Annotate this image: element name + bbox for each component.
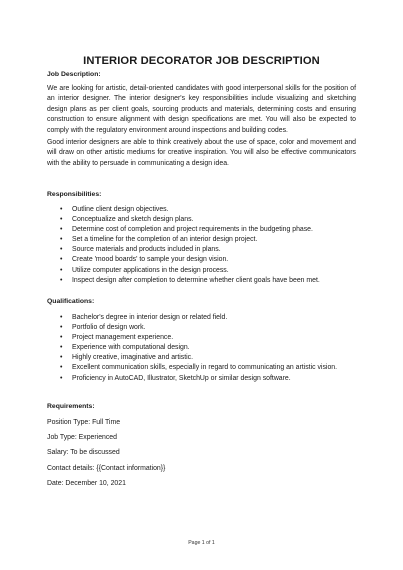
bullet-icon: • [60, 334, 63, 342]
bullet-icon: • [60, 236, 63, 244]
salary: Salary: To be discussed [47, 449, 120, 456]
job-description-heading: Job Description: [47, 71, 101, 78]
job-description-paragraph-2: Good interior designers are able to think creatively about the use of space, color and movement and will draw on other artistic mediums for creative inspiration. You will also be effective communicators with the ability to persuade in communicating a design idea. [47, 139, 356, 167]
list-item: • Source materials and products included in plans. [47, 245, 356, 255]
date: Date: December 10, 2021 [47, 480, 126, 487]
bullet-icon: • [60, 256, 63, 264]
bullet-icon: • [60, 226, 63, 234]
job-description-paragraph-1: We are looking for artistic, detail-oriented candidates with good interpersonal skills for the position of an interior designer. The interior designer's key responsibilities include visualizing and sketching design plans as per client goals, sourcing products and materials, determining costs and ensuring construction to ensure alignment with design specifications are met. You will also be expected to comply with the regulatory environment around inspections and building codes. [47, 85, 356, 134]
list-item: • Create 'mood boards' to sample your design vision. [47, 255, 356, 265]
bullet-icon: • [60, 314, 63, 321]
list-item: • Conceptualize and sketch design plans. [47, 215, 356, 225]
bullet-icon: • [60, 354, 63, 362]
list-item: • Determine cost of completion and project requirements in the budgeting phase. [47, 225, 356, 235]
list-item: • Excellent communication skills, especially in regard to communicating an artistic vision. [47, 363, 356, 373]
document-title: INTERIOR DECORATOR JOB DESCRIPTION [83, 55, 320, 67]
list-item: • Experience with computational design. [47, 343, 356, 353]
bullet-icon: • [60, 324, 63, 332]
responsibilities-heading: Responsibilities: [47, 191, 102, 198]
qualifications-list [47, 313, 356, 384]
list-item: • Highly creative, imaginative and artistic. [47, 353, 356, 363]
list-item: • Portfolio of design work. [47, 323, 356, 333]
list-item: • Outline client design objectives. [47, 205, 356, 215]
list-item: • Proficiency in AutoCAD, Illustrator, SketchUp or similar design software. [47, 374, 356, 384]
list-item: • Set a timeline for the completion of an interior design project. [47, 235, 356, 245]
qualifications-heading: Qualifications: [47, 298, 95, 305]
page-number: Page 1 of 1 [188, 540, 215, 546]
position-type: Position Type: Full Time [47, 419, 121, 426]
contact-details: Contact details: {{Contact information}} [47, 465, 166, 472]
bullet-icon: • [60, 344, 63, 352]
list-item: • Utilize computer applications in the design process. [47, 266, 356, 276]
list-item: • Project management experience. [47, 333, 356, 343]
bullet-icon: • [60, 276, 63, 284]
bullet-icon: • [60, 246, 63, 254]
bullet-icon: • [60, 266, 63, 274]
bullet-icon: • [60, 374, 63, 382]
job-type: Job Type: Experienced [47, 434, 117, 441]
list-item: • Bachelor's degree in interior design or related field. [47, 313, 356, 323]
bullet-icon: • [60, 364, 63, 372]
bullet-icon: • [60, 206, 63, 213]
requirements-heading: Requirements: [47, 403, 95, 410]
responsibilities-list [47, 205, 356, 286]
list-item: • Inspect design after completion to determine whether client goals have been met. [47, 276, 356, 286]
bullet-icon: • [60, 216, 63, 224]
